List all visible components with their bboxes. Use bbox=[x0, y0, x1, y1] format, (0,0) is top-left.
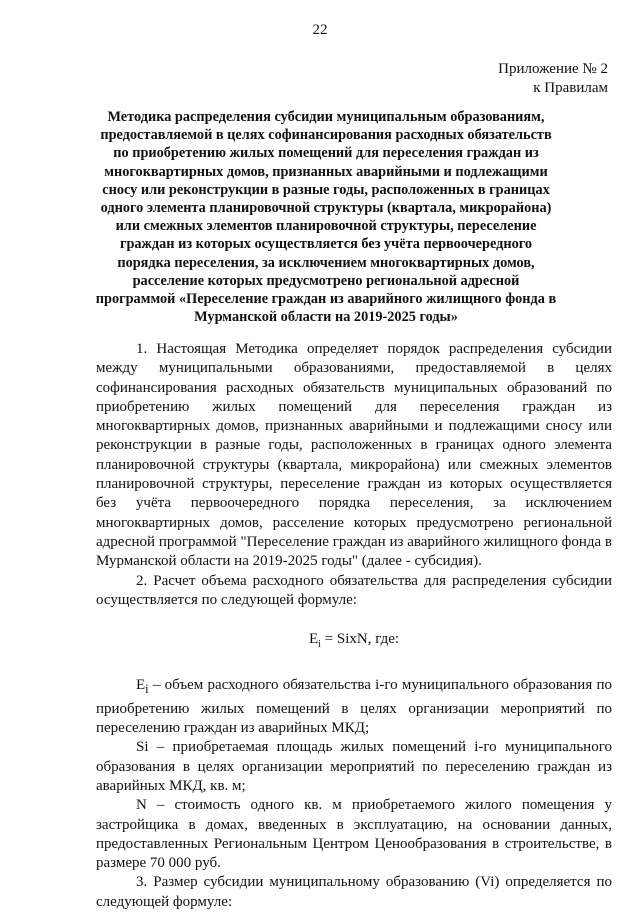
formula-expression: = SixN, где: bbox=[320, 631, 400, 648]
definition-e-subscript: i bbox=[145, 682, 149, 697]
appendix-line-2: к Правилам bbox=[533, 80, 608, 96]
document-body bbox=[96, 340, 612, 912]
definition-e bbox=[96, 676, 612, 738]
appendix-reference bbox=[498, 60, 608, 98]
document-title: Методика распределения субсидии муниципальным образованиям, предоставляемой в целях софинансирования расходных обязательств по приобретению жилых помещений для переселения граждан из многоквартирных домов, признанных аварийными и подлежащими сносу или реконструкции в разные годы, расположенных в границах одного элемента планировочной структуры (квартала, микрорайона) или смежных элементов планировочной структуры, переселение граждан из которых осуществляется без учёта первоочередного порядка переселения, за исключением многоквартирных домов, расселение которых предусмотрено региональной адресной программой «Переселение граждан из аварийного жилищного фонда в Мурманской области на 2019-2025 годы» bbox=[95, 109, 557, 326]
page-number: 22 bbox=[312, 22, 328, 38]
paragraph-1: 1. Настоящая Методика определяет порядок распределения субсидии между муниципальными образованиями, предоставляемой в целях софинансирования расходных обязательств муниципальных образований по приобретению жилых помещений для переселения граждан из многоквартирных домов, признанных аварийными и подлежащими сносу или реконструкции в разные годы, расположенных в границах одного элемента планировочной структуры (квартала, микрорайона) или смежных элементов планировочной структуры, переселение граждан из которых осуществляется без учёта первоочередного порядка переселения, за исключением многоквартирных домов, расселение которых предусмотрено региональной адресной программой "Переселение граждан из аварийного жилищного фонда в Мурманской области на 2019-2025 годы" (далее - субсидия). bbox=[96, 341, 612, 570]
formula-expenditure bbox=[96, 630, 612, 654]
formula-subscript: i bbox=[318, 639, 321, 651]
definition-e-text: – объем расходного обязательства i-го муниципального образования по приобретению жилых помещений в целях организации мероприятий по переселению граждан из аварийных МКД; bbox=[96, 677, 612, 737]
formula-symbol: E bbox=[308, 631, 319, 648]
paragraph-2: 2. Расчет объема расходного обязательства для распределения субсидии осуществляется по следующей формуле: bbox=[96, 572, 612, 608]
definition-e-symbol: E bbox=[136, 677, 146, 694]
definition-s: Si – приобретаемая площадь жилых помещений i-го муниципального образования в целях организации мероприятий по переселению граждан из аварийных МКД, кв. м; bbox=[96, 739, 612, 794]
paragraph-3: 3. Размер субсидии муниципальному образованию (Vi) определяется по следующей формуле: bbox=[96, 874, 612, 910]
appendix-line-1: Приложение № 2 bbox=[498, 61, 608, 77]
definition-n: N – стоимость одного кв. м приобретаемого жилого помещения у застройщика в домах, введенных в эксплуатацию, на основании данных, предоставленных Региональным Центром Ценообразования в строительстве, в размере 70 000 руб. bbox=[96, 797, 612, 872]
